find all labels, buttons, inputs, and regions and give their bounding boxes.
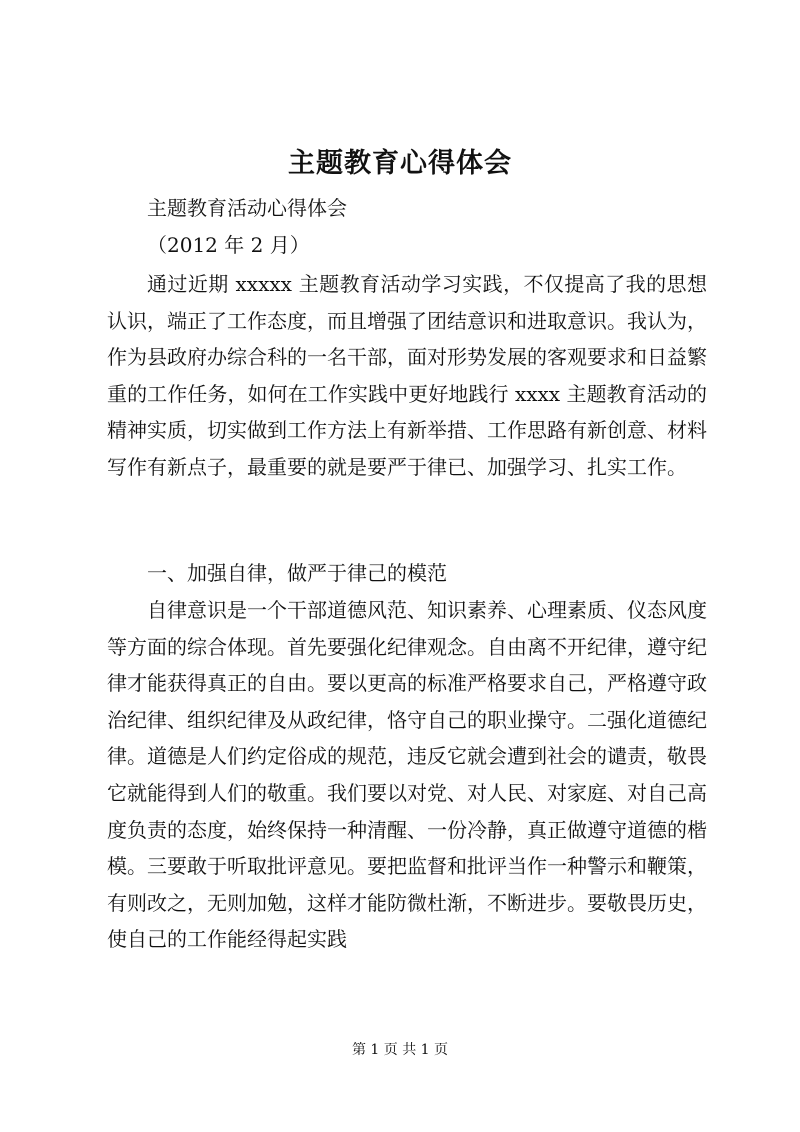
body-paragraph-self-discipline: 自律意识是一个干部道德风范、知识素养、心理素质、仪态风度等方面的综合体现。首先要强化纪律观念。自由离不开纪律，遵守纪律才能获得真正的自由。要以更高的标准严格要求自己，严格遵守政治纪律、组织纪律及从政纪律，恪守自己的职业操守。二强化道德纪律。道德是人们约定俗成的规范，违反它就会遭到社会的谴责，敬畏它就能得到人们的敬重。我们要以对党、对人民、对家庭、对自己高度负责的态度，始终保持一种清醒、一份冷静，真正做遵守道德的楷模。三要敢于听取批评意见。要把监督和批评当作一种警示和鞭策，有则改之，无则加勉，这样才能防微杜渐，不断进步。要敬畏历史，使自己的工作能经得起实践	[107, 598, 707, 952]
document-title: 主题教育心得体会	[288, 148, 512, 179]
section-heading-1: 一、加强自律，做严于律己的模范	[147, 561, 447, 585]
page-footer: 第 1 页 共 1 页	[351, 1042, 449, 1058]
document-date: （2012 年 2 月）	[147, 233, 310, 257]
body-paragraph-intro: 通过近期 xxxxx 主题教育活动学习实践，不仅提高了我的思想认识，端正了工作态度，而且增强了团结意识和进取意识。我认为，作为县政府办综合科的一名干部，面对形势发展的客观要求和日益繁重的工作任务，如何在工作实践中更好地践行 xxxx 主题教育活动的精神实质，切实做到工作方法上有新举措、工作思路有新创意、材料写作有新点子，最重要的就是要严于律已、加强学习、扎实工作。	[107, 272, 707, 479]
document-subtitle: 主题教育活动心得体会	[147, 196, 347, 220]
